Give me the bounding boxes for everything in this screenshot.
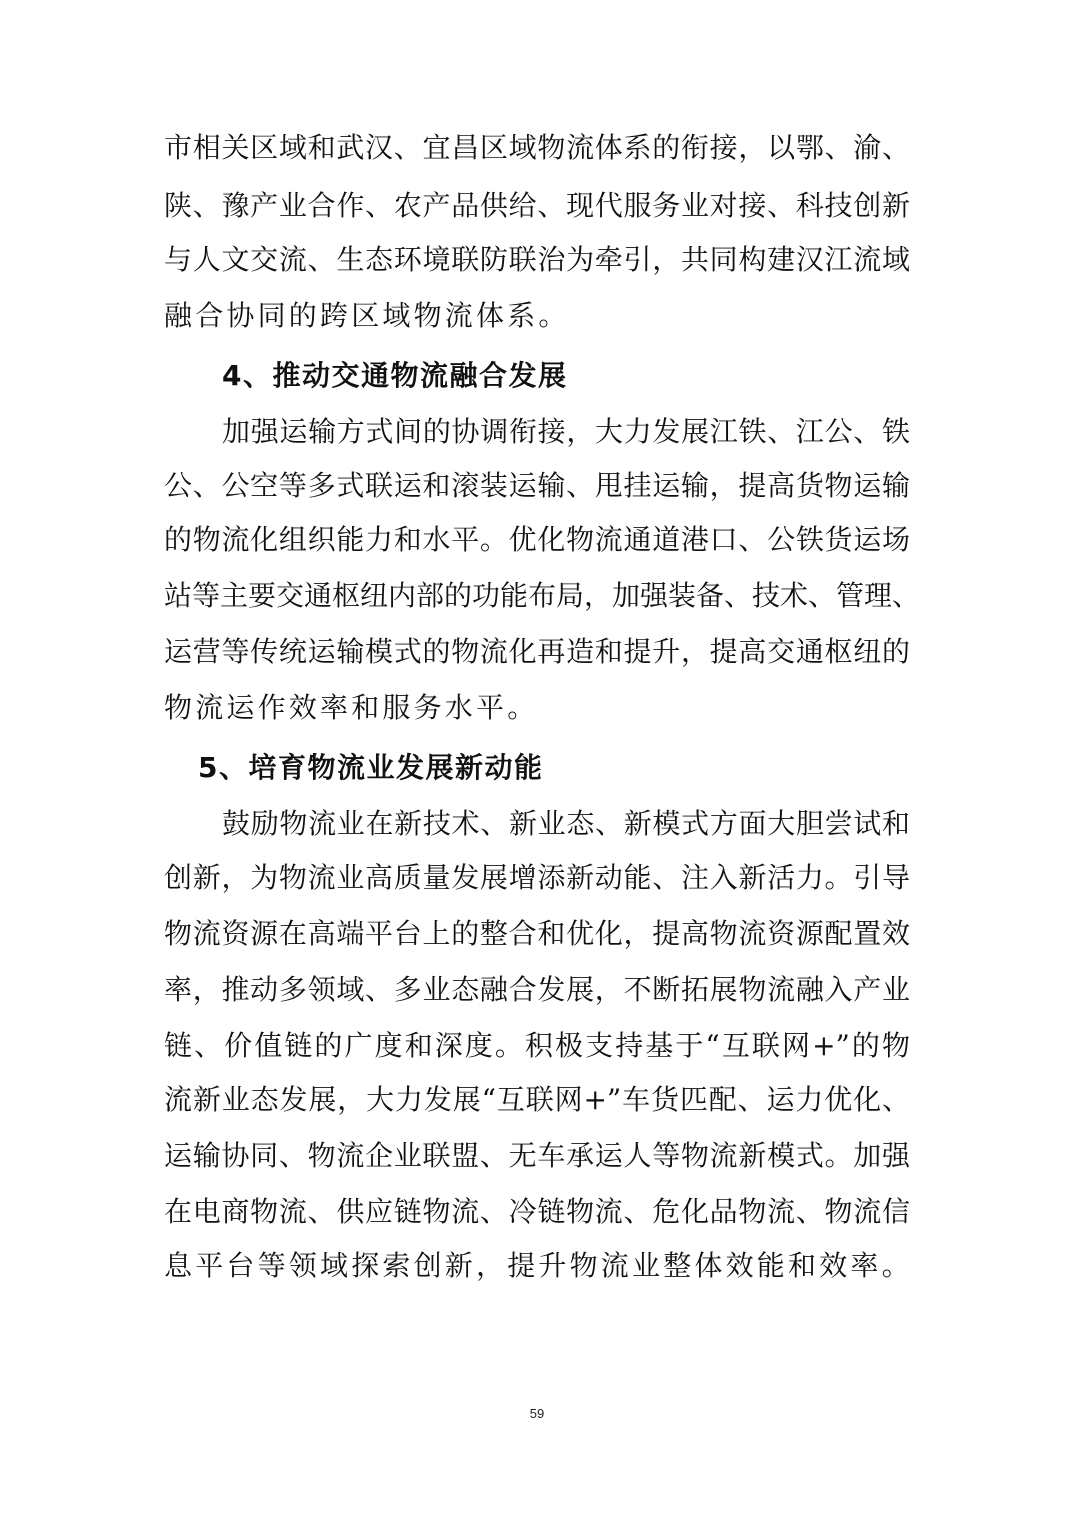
paragraph-line: 加强运输方式间的协调衔接，大力发展江铁、江公、铁 (222, 415, 910, 448)
paragraph-line: 与人文交流、生态环境联防联治为牵引，共同构建汉江流域 (164, 243, 910, 276)
paragraph-line: 的物流化组织能力和水平。优化物流通道港口、公铁货运场 (164, 523, 910, 556)
paragraph-line: 链、价值链的广度和深度。积极支持基于“互联网+”的物 (164, 1029, 910, 1062)
section-heading-5: 5、培育物流业发展新动能 (198, 751, 544, 784)
paragraph-line: 运输协同、物流企业联盟、无车承运人等物流新模式。加强 (164, 1139, 910, 1172)
paragraph-line: 物流运作效率和服务水平。 (164, 691, 539, 724)
paragraph-line: 融合协同的跨区域物流体系。 (164, 299, 570, 332)
paragraph-line: 陕、豫产业合作、农产品供给、现代服务业对接、科技创新 (164, 189, 910, 222)
paragraph-line: 运营等传统运输模式的物流化再造和提升，提高交通枢纽的 (164, 635, 910, 668)
paragraph-line: 站等主要交通枢纽内部的功能布局，加强装备、技术、管理、 (164, 579, 921, 612)
paragraph-line: 息平台等领域探索创新，提升物流业整体效能和效率。 (164, 1249, 913, 1282)
paragraph-line: 创新，为物流业高质量发展增添新动能、注入新活力。引导 (164, 861, 910, 894)
page-number: 59 (529, 1406, 545, 1421)
paragraph-line: 流新业态发展，大力发展“互联网+”车货匹配、运力优化、 (164, 1083, 910, 1116)
paragraph-line: 市相关区域和武汉、宜昌区域物流体系的衔接，以鄂、渝、 (164, 131, 910, 164)
paragraph-line: 在电商物流、供应链物流、冷链物流、危化品物流、物流信 (164, 1195, 910, 1228)
paragraph-line: 鼓励物流业在新技术、新业态、新模式方面大胆尝试和 (222, 807, 910, 840)
paragraph-line: 物流资源在高端平台上的整合和优化，提高物流资源配置效 (164, 917, 910, 950)
paragraph-line: 公、公空等多式联运和滚装运输、甩挂运输，提高货物运输 (164, 469, 910, 502)
paragraph-line: 率，推动多领域、多业态融合发展，不断拓展物流融入产业 (164, 973, 910, 1006)
section-heading-4: 4、推动交通物流融合发展 (222, 359, 568, 392)
